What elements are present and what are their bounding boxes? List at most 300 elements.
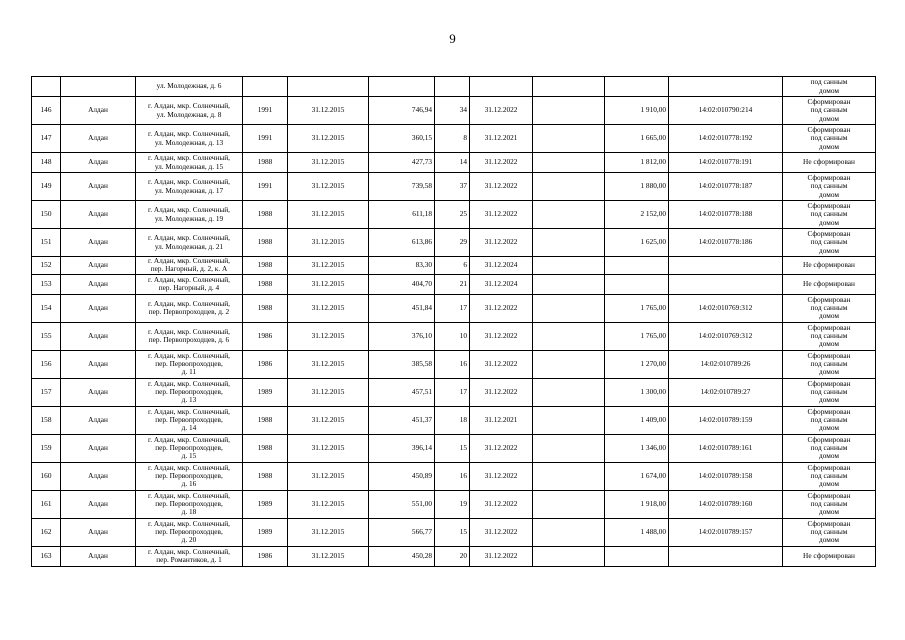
table-row bbox=[32, 546, 876, 566]
cell-date: 31.12.2015 bbox=[288, 518, 369, 546]
cell-land-status bbox=[783, 257, 876, 275]
cell-year: 1988 bbox=[243, 462, 288, 490]
cell-empty bbox=[533, 173, 605, 201]
cell-city: Алдан bbox=[61, 125, 136, 153]
cell-land-status-line: под санным bbox=[810, 302, 848, 312]
cell-city: Алдан bbox=[61, 490, 136, 518]
cell-date: 31.12.2015 bbox=[288, 322, 369, 350]
cell-address-line: д. 13 bbox=[181, 395, 197, 405]
cell-address-line: ул. Молодежная, д. 15 bbox=[154, 161, 224, 171]
cell-cadastral-number: 14:02:010778:187 bbox=[669, 173, 783, 201]
cell-empty bbox=[533, 257, 605, 275]
cell-year: 1989 bbox=[243, 490, 288, 518]
cell-address-line: г. Алдан, мкр. Солнечный, bbox=[148, 546, 230, 556]
cell-year: 1986 bbox=[243, 546, 288, 566]
cell-date: 31.12.2015 bbox=[288, 490, 369, 518]
cell-address bbox=[136, 97, 243, 125]
cell-address-line: г. Алдан, мкр. Солнечный, bbox=[148, 274, 230, 284]
cell-number: 158 bbox=[32, 406, 61, 434]
cell-land-status-line: домом bbox=[819, 189, 839, 199]
cell-address bbox=[136, 490, 243, 518]
table-row bbox=[32, 434, 876, 462]
cell-number: 155 bbox=[32, 322, 61, 350]
cell-date: 31.12.2015 bbox=[288, 274, 369, 294]
cell-land-area bbox=[605, 77, 669, 97]
cell-count: 21 bbox=[435, 274, 470, 294]
cell-city bbox=[61, 77, 136, 97]
cell-city: Алдан bbox=[61, 97, 136, 125]
cell-address-line: пер. Первопроходцев, д. 6 bbox=[148, 335, 230, 345]
cell-land-status-line: Сформирован bbox=[807, 294, 851, 304]
cell-address-line: г. Алдан, мкр. Солнечный, bbox=[148, 153, 230, 163]
cell-address-line: г. Алдан, мкр. Солнечный, bbox=[148, 233, 230, 243]
cell-address-line: пер. Нагорный, д. 4 bbox=[158, 283, 220, 293]
cell-empty bbox=[533, 518, 605, 546]
cell-address-line: д. 14 bbox=[181, 423, 197, 433]
cell-land-area: 1 765,00 bbox=[605, 322, 669, 350]
cell-address-line: пер. Первопроходцев, bbox=[155, 358, 223, 368]
cell-address-line: г. Алдан, мкр. Солнечный, bbox=[148, 350, 230, 360]
cell-deadline: 31.12.2022 bbox=[470, 378, 533, 406]
table-row bbox=[32, 229, 876, 257]
cell-land-area: 1 918,00 bbox=[605, 490, 669, 518]
cell-empty bbox=[533, 274, 605, 294]
table-body bbox=[32, 77, 876, 567]
cell-area: 451,84 bbox=[369, 294, 435, 322]
cell-land-status bbox=[783, 294, 876, 322]
cell-land-area bbox=[605, 546, 669, 566]
cell-city: Алдан bbox=[61, 201, 136, 229]
cell-count: 15 bbox=[435, 518, 470, 546]
cell-address-line: ул. Молодежная, д. 13 bbox=[154, 137, 224, 147]
cell-number: 152 bbox=[32, 257, 61, 275]
cell-date: 31.12.2015 bbox=[288, 294, 369, 322]
cell-number: 161 bbox=[32, 490, 61, 518]
cell-land-area: 1 625,00 bbox=[605, 229, 669, 257]
cell-address-line: пер. Первопроходцев, bbox=[155, 470, 223, 480]
cell-city: Алдан bbox=[61, 406, 136, 434]
cell-land-status-line: домом bbox=[819, 245, 839, 255]
cell-land-area: 1 880,00 bbox=[605, 173, 669, 201]
cell-empty bbox=[533, 434, 605, 462]
cell-cadastral-number: 14:02:010769:312 bbox=[669, 322, 783, 350]
cell-land-status bbox=[783, 406, 876, 434]
table-row bbox=[32, 322, 876, 350]
cell-address-line: г. Алдан, мкр. Солнечный, bbox=[148, 256, 230, 265]
cell-land-status bbox=[783, 322, 876, 350]
cell-land-status bbox=[783, 229, 876, 257]
cell-address bbox=[136, 77, 243, 97]
cell-date: 31.12.2015 bbox=[288, 173, 369, 201]
table-row bbox=[32, 125, 876, 153]
table-row bbox=[32, 173, 876, 201]
cell-cadastral-number: 14:02:010778:186 bbox=[669, 229, 783, 257]
cell-land-area: 2 152,00 bbox=[605, 201, 669, 229]
cell-area: 450,28 bbox=[369, 546, 435, 566]
cell-address-line: пер. Романтиков, д. 1 bbox=[156, 555, 222, 565]
cell-address bbox=[136, 462, 243, 490]
cell-number: 163 bbox=[32, 546, 61, 566]
cell-year: 1989 bbox=[243, 518, 288, 546]
cell-number: 160 bbox=[32, 462, 61, 490]
cell-address-line: г. Алдан, мкр. Солнечный, bbox=[148, 326, 230, 336]
cell-year: 1991 bbox=[243, 97, 288, 125]
cell-land-status-line: под санным bbox=[810, 358, 848, 368]
cell-land-status bbox=[783, 490, 876, 518]
cell-empty bbox=[533, 201, 605, 229]
cell-land-status-line: домом bbox=[819, 535, 839, 545]
cell-cadastral-number: 14:02:010789:157 bbox=[669, 518, 783, 546]
cell-land-status-line: под санным bbox=[810, 237, 848, 247]
table-row bbox=[32, 462, 876, 490]
cell-land-status-line: домом bbox=[819, 141, 839, 151]
cell-land-status-line: домом bbox=[819, 423, 839, 433]
cell-area: 83,30 bbox=[369, 257, 435, 275]
page-number: 9 bbox=[449, 31, 456, 46]
cell-address-line: пер. Нагорный, д. 2, к. А bbox=[150, 264, 228, 274]
cell-date: 31.12.2015 bbox=[288, 378, 369, 406]
cell-year bbox=[243, 77, 288, 97]
cell-land-status-line: Сформирован bbox=[807, 229, 851, 239]
cell-year: 1988 bbox=[243, 229, 288, 257]
cell-empty bbox=[533, 125, 605, 153]
cell-land-status bbox=[783, 77, 876, 97]
cell-land-status-line: под санным bbox=[810, 386, 848, 396]
cell-address-line: пер. Первопроходцев, bbox=[155, 386, 223, 396]
cell-land-area: 1 665,00 bbox=[605, 125, 669, 153]
cell-year: 1988 bbox=[243, 434, 288, 462]
cell-city: Алдан bbox=[61, 434, 136, 462]
table-row bbox=[32, 406, 876, 434]
cell-area: 360,15 bbox=[369, 125, 435, 153]
cell-deadline: 31.12.2022 bbox=[470, 518, 533, 546]
cell-year: 1991 bbox=[243, 125, 288, 153]
cell-land-status bbox=[783, 201, 876, 229]
cell-area: 613,86 bbox=[369, 229, 435, 257]
cell-empty bbox=[533, 406, 605, 434]
cell-land-status-line: домом bbox=[819, 451, 839, 461]
cell-land-area: 1 409,00 bbox=[605, 406, 669, 434]
cell-land-status-line: Сформирован bbox=[807, 125, 851, 135]
table-row bbox=[32, 378, 876, 406]
cell-area: 566,77 bbox=[369, 518, 435, 546]
cell-address bbox=[136, 173, 243, 201]
cell-number: 150 bbox=[32, 201, 61, 229]
cell-empty bbox=[533, 322, 605, 350]
cell-land-status-line: домом bbox=[819, 339, 839, 349]
cell-address-line: ул. Молодежная, д. 17 bbox=[154, 185, 224, 195]
cell-empty bbox=[533, 97, 605, 125]
cell-cadastral-number bbox=[669, 257, 783, 275]
table-row bbox=[32, 97, 876, 125]
cell-address bbox=[136, 294, 243, 322]
cell-deadline: 31.12.2022 bbox=[470, 201, 533, 229]
cell-year: 1986 bbox=[243, 350, 288, 378]
cell-land-status-line: под санным bbox=[810, 442, 848, 452]
cell-empty bbox=[533, 490, 605, 518]
cell-cadastral-number: 14:02:010790:214 bbox=[669, 97, 783, 125]
cell-count bbox=[435, 77, 470, 97]
cell-date: 31.12.2015 bbox=[288, 153, 369, 173]
cell-year: 1988 bbox=[243, 274, 288, 294]
cell-count: 18 bbox=[435, 406, 470, 434]
cell-number: 154 bbox=[32, 294, 61, 322]
cell-deadline bbox=[470, 77, 533, 97]
cell-deadline: 31.12.2022 bbox=[470, 462, 533, 490]
housing-register-table bbox=[31, 76, 876, 567]
cell-land-status bbox=[783, 350, 876, 378]
cell-address bbox=[136, 350, 243, 378]
cell-deadline: 31.12.2022 bbox=[470, 173, 533, 201]
cell-land-status-line: домом bbox=[819, 311, 839, 321]
cell-address-line: г. Алдан, мкр. Солнечный, bbox=[148, 434, 230, 444]
cell-address-line: пер. Первопроходцев, bbox=[155, 442, 223, 452]
cell-address-line: г. Алдан, мкр. Солнечный, bbox=[148, 378, 230, 388]
cell-land-area: 1 300,00 bbox=[605, 378, 669, 406]
cell-land-status-line: под санным bbox=[810, 133, 848, 143]
cell-land-status bbox=[783, 546, 876, 566]
table-row bbox=[32, 490, 876, 518]
cell-land-status-line: домом bbox=[819, 367, 839, 377]
cell-area: 427,73 bbox=[369, 153, 435, 173]
cell-cadastral-number: 14:02:010778:188 bbox=[669, 201, 783, 229]
cell-address bbox=[136, 322, 243, 350]
cell-cadastral-number: 14:02:010778:192 bbox=[669, 125, 783, 153]
cell-area: 396,14 bbox=[369, 434, 435, 462]
cell-empty bbox=[533, 153, 605, 173]
cell-land-area: 1 270,00 bbox=[605, 350, 669, 378]
cell-deadline: 31.12.2022 bbox=[470, 97, 533, 125]
cell-cadastral-number: 14:02:010789:160 bbox=[669, 490, 783, 518]
cell-land-status-line: под санным bbox=[810, 330, 848, 340]
cell-count: 17 bbox=[435, 294, 470, 322]
cell-year: 1991 bbox=[243, 173, 288, 201]
table-row bbox=[32, 77, 876, 97]
cell-address bbox=[136, 546, 243, 566]
cell-cadastral-number bbox=[669, 274, 783, 294]
cell-count: 8 bbox=[435, 125, 470, 153]
cell-cadastral-number: 14:02:010778:191 bbox=[669, 153, 783, 173]
cell-city: Алдан bbox=[61, 350, 136, 378]
cell-city: Алдан bbox=[61, 322, 136, 350]
cell-city: Алдан bbox=[61, 173, 136, 201]
cell-land-status-line: под санным bbox=[810, 77, 848, 87]
cell-land-area: 1 346,00 bbox=[605, 434, 669, 462]
cell-city: Алдан bbox=[61, 546, 136, 566]
cell-date: 31.12.2015 bbox=[288, 350, 369, 378]
cell-land-status-line: под санным bbox=[810, 181, 848, 191]
cell-area: 457,51 bbox=[369, 378, 435, 406]
cell-empty bbox=[533, 77, 605, 97]
cell-number: 157 bbox=[32, 378, 61, 406]
cell-land-status-line: Не сформирован bbox=[803, 278, 855, 288]
cell-address bbox=[136, 229, 243, 257]
cell-count: 17 bbox=[435, 378, 470, 406]
cell-area: 450,89 bbox=[369, 462, 435, 490]
cell-area: 551,00 bbox=[369, 490, 435, 518]
cell-address-line: г. Алдан, мкр. Солнечный, bbox=[148, 298, 230, 308]
cell-date: 31.12.2015 bbox=[288, 257, 369, 275]
cell-land-status bbox=[783, 173, 876, 201]
cell-cadastral-number bbox=[669, 546, 783, 566]
cell-deadline: 31.12.2024 bbox=[470, 274, 533, 294]
cell-land-status-line: Сформирован bbox=[807, 201, 851, 211]
cell-land-status-line: домом bbox=[819, 217, 839, 227]
cell-year: 1988 bbox=[243, 201, 288, 229]
cell-address bbox=[136, 274, 243, 294]
cell-count: 34 bbox=[435, 97, 470, 125]
cell-address-line: д. 15 bbox=[181, 451, 197, 461]
cell-cadastral-number: 14:02:010789:161 bbox=[669, 434, 783, 462]
cell-address-line: пер. Первопроходцев, bbox=[155, 526, 223, 536]
cell-address-line: д. 18 bbox=[181, 507, 197, 517]
cell-deadline: 31.12.2022 bbox=[470, 546, 533, 566]
cell-number: 156 bbox=[32, 350, 61, 378]
cell-address-line: пер. Первопроходцев, bbox=[155, 414, 223, 424]
cell-land-status-line: Сформирован bbox=[807, 462, 851, 472]
cell-deadline: 31.12.2022 bbox=[470, 434, 533, 462]
cell-land-status-line: Сформирован bbox=[807, 322, 851, 332]
cell-land-status-line: под санным bbox=[810, 209, 848, 219]
cell-count: 10 bbox=[435, 322, 470, 350]
cell-date: 31.12.2015 bbox=[288, 125, 369, 153]
cell-land-status-line: под санным bbox=[810, 105, 848, 115]
cell-land-status-line: Не сформирован bbox=[803, 260, 855, 270]
cell-address bbox=[136, 378, 243, 406]
cell-empty bbox=[533, 462, 605, 490]
cell-count: 25 bbox=[435, 201, 470, 229]
cell-land-status-line: Сформирован bbox=[807, 490, 851, 500]
cell-city: Алдан bbox=[61, 378, 136, 406]
cell-address-line: г. Алдан, мкр. Солнечный, bbox=[148, 490, 230, 500]
cell-cadastral-number: 14:02:010789:159 bbox=[669, 406, 783, 434]
cell-count: 29 bbox=[435, 229, 470, 257]
table-row bbox=[32, 257, 876, 275]
cell-address-line: д. 16 bbox=[181, 479, 197, 489]
cell-number: 159 bbox=[32, 434, 61, 462]
cell-address-line: ул. Молодежная, д. 19 bbox=[154, 213, 224, 223]
table-row bbox=[32, 153, 876, 173]
cell-address bbox=[136, 257, 243, 275]
cell-land-status-line: домом bbox=[819, 479, 839, 489]
cell-number bbox=[32, 77, 61, 97]
cell-land-status-line: домом bbox=[819, 395, 839, 405]
cell-land-status-line: Сформирован bbox=[807, 97, 851, 107]
cell-land-status bbox=[783, 378, 876, 406]
cell-cadastral-number: 14:02:010789:26 bbox=[669, 350, 783, 378]
cell-address-line: ул. Молодежная, д. 21 bbox=[154, 241, 224, 251]
cell-date: 31.12.2015 bbox=[288, 201, 369, 229]
cell-count: 37 bbox=[435, 173, 470, 201]
cell-city: Алдан bbox=[61, 153, 136, 173]
cell-area: 385,58 bbox=[369, 350, 435, 378]
cell-city: Алдан bbox=[61, 462, 136, 490]
table-row bbox=[32, 350, 876, 378]
cell-deadline: 31.12.2021 bbox=[470, 406, 533, 434]
cell-land-area: 1 674,00 bbox=[605, 462, 669, 490]
cell-land-area: 1 765,00 bbox=[605, 294, 669, 322]
cell-address bbox=[136, 518, 243, 546]
cell-land-status-line: под санным bbox=[810, 526, 848, 536]
cell-land-status-line: домом bbox=[819, 113, 839, 123]
cell-number: 147 bbox=[32, 125, 61, 153]
cell-cadastral-number bbox=[669, 77, 783, 97]
cell-cadastral-number: 14:02:010789:158 bbox=[669, 462, 783, 490]
cell-count: 15 bbox=[435, 434, 470, 462]
cell-date: 31.12.2015 bbox=[288, 406, 369, 434]
cell-address-line: г. Алдан, мкр. Солнечный, bbox=[148, 129, 230, 139]
cell-land-status-line: Не сформирован bbox=[803, 550, 855, 560]
cell-city: Алдан bbox=[61, 229, 136, 257]
cell-cadastral-number: 14:02:010789:27 bbox=[669, 378, 783, 406]
cell-address-line: ул. Молодежная, д. 6 bbox=[156, 81, 222, 91]
cell-land-status-line: домом bbox=[819, 507, 839, 517]
cell-city: Алдан bbox=[61, 257, 136, 275]
cell-empty bbox=[533, 229, 605, 257]
cell-area: 746,94 bbox=[369, 97, 435, 125]
cell-empty bbox=[533, 294, 605, 322]
cell-land-status bbox=[783, 462, 876, 490]
cell-land-status bbox=[783, 434, 876, 462]
cell-city: Алдан bbox=[61, 294, 136, 322]
cell-empty bbox=[533, 546, 605, 566]
cell-land-status-line: под санным bbox=[810, 470, 848, 480]
cell-date bbox=[288, 77, 369, 97]
cell-land-status bbox=[783, 274, 876, 294]
cell-address-line: г. Алдан, мкр. Солнечный, bbox=[148, 177, 230, 187]
cell-deadline: 31.12.2021 bbox=[470, 125, 533, 153]
cell-land-status-line: Не сформирован bbox=[803, 157, 855, 167]
cell-number: 151 bbox=[32, 229, 61, 257]
cell-year: 1988 bbox=[243, 257, 288, 275]
cell-address-line: пер. Первопроходцев, bbox=[155, 498, 223, 508]
cell-deadline: 31.12.2022 bbox=[470, 229, 533, 257]
cell-land-area bbox=[605, 274, 669, 294]
cell-count: 16 bbox=[435, 350, 470, 378]
cell-deadline: 31.12.2022 bbox=[470, 294, 533, 322]
cell-empty bbox=[533, 350, 605, 378]
cell-land-status bbox=[783, 97, 876, 125]
cell-address-line: г. Алдан, мкр. Солнечный, bbox=[148, 518, 230, 528]
cell-area: 376,10 bbox=[369, 322, 435, 350]
cell-land-status bbox=[783, 518, 876, 546]
cell-address-line: ул. Молодежная, д. 8 bbox=[156, 109, 222, 119]
cell-land-status-line: Сформирован bbox=[807, 434, 851, 444]
cell-land-status bbox=[783, 153, 876, 173]
cell-land-area: 1 488,00 bbox=[605, 518, 669, 546]
cell-deadline: 31.12.2024 bbox=[470, 257, 533, 275]
cell-land-status-line: Сформирован bbox=[807, 518, 851, 528]
cell-area: 451,37 bbox=[369, 406, 435, 434]
cell-number: 162 bbox=[32, 518, 61, 546]
cell-address-line: д. 11 bbox=[181, 367, 197, 377]
cell-address-line: д. 20 bbox=[181, 535, 197, 545]
cell-address bbox=[136, 201, 243, 229]
cell-land-status-line: Сформирован bbox=[807, 173, 851, 183]
cell-city: Алдан bbox=[61, 274, 136, 294]
cell-empty bbox=[533, 378, 605, 406]
cell-area: 739,58 bbox=[369, 173, 435, 201]
cell-address bbox=[136, 153, 243, 173]
cell-deadline: 31.12.2022 bbox=[470, 490, 533, 518]
cell-year: 1988 bbox=[243, 294, 288, 322]
cell-land-area: 1 812,00 bbox=[605, 153, 669, 173]
cell-address-line: пер. Первопроходцев, д. 2 bbox=[148, 307, 230, 317]
cell-address bbox=[136, 434, 243, 462]
cell-count: 6 bbox=[435, 257, 470, 275]
cell-date: 31.12.2015 bbox=[288, 462, 369, 490]
cell-deadline: 31.12.2022 bbox=[470, 153, 533, 173]
